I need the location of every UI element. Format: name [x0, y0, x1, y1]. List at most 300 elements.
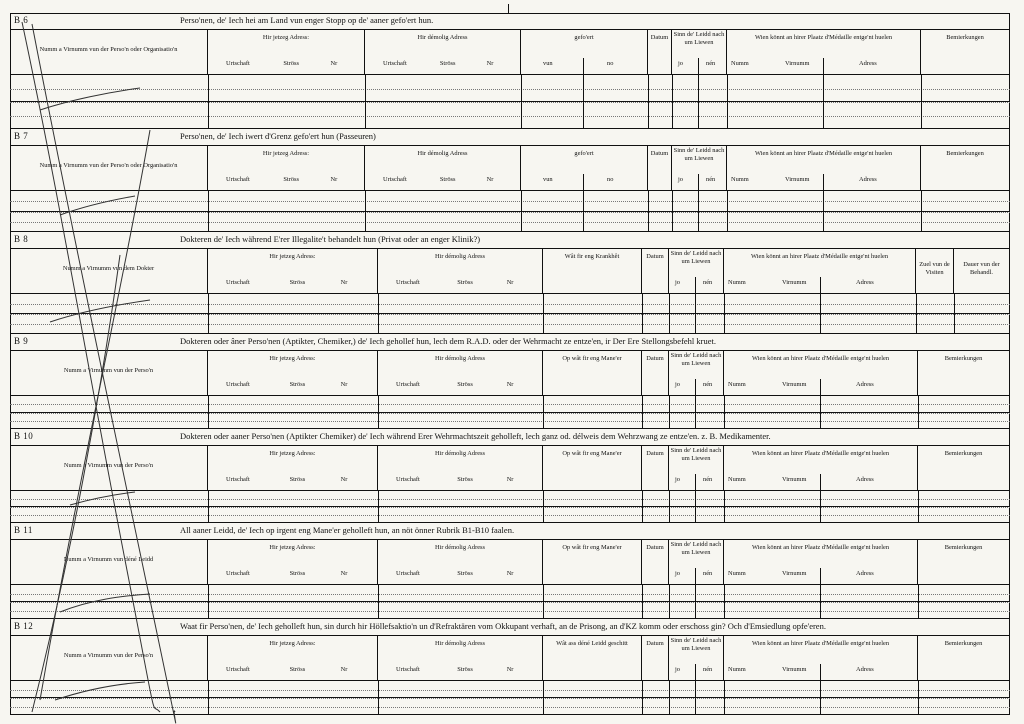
header-locality: Urtschaft	[226, 381, 250, 388]
header-remarks: Bemierkungen	[946, 150, 984, 157]
column-line	[642, 396, 643, 429]
entry-row-line	[10, 690, 1010, 691]
entry-row-line	[10, 324, 1010, 325]
header-number: Nr	[506, 570, 514, 577]
column-line	[918, 491, 919, 523]
column-line	[378, 396, 379, 429]
header-yes: jo	[675, 570, 680, 577]
header-name-label: Numm a Virnumm vun der Perso'n	[63, 652, 154, 659]
column-header-row	[10, 146, 1010, 191]
column-line	[208, 396, 209, 429]
entry-row-line	[10, 602, 1010, 603]
header-street: Ströss	[457, 279, 473, 286]
header-yes: jo	[675, 666, 680, 673]
header-cur	[208, 636, 378, 680]
header-name-label: Numm a Virnumm vun der Perso'n	[63, 367, 154, 374]
entry-row-line	[10, 212, 1010, 213]
column-header-row	[10, 636, 1010, 681]
header-medal-first: Virnumm	[782, 570, 807, 577]
header-medal-address: Adress	[856, 279, 874, 286]
header-to: no	[607, 176, 614, 183]
header-remarks: Bemierkungen	[944, 450, 983, 457]
sub-column-line	[820, 491, 821, 523]
header-yes: jo	[675, 279, 680, 286]
header-help	[543, 446, 642, 490]
header-alive	[669, 351, 724, 395]
column-line	[669, 294, 670, 334]
section-header-bar	[10, 129, 1010, 146]
header-alive: Sinn de' Leidd nach um Liewen	[670, 250, 722, 265]
header-help-kind: Op wât fir eng Mane'er	[562, 355, 622, 362]
header-number: Nr	[340, 666, 348, 673]
entry-row-line	[10, 222, 1010, 223]
header-medal: Wien könnt an hirer Plaatz d'Médaille entge'nt huelen	[754, 34, 893, 41]
column-line	[918, 681, 919, 715]
column-line	[642, 681, 643, 715]
column-line	[378, 681, 379, 715]
header-medal-name: Numm	[728, 279, 746, 286]
header-address-label: Hir démolig Adress	[434, 450, 486, 457]
yes-no-divider	[695, 664, 696, 680]
header-medal	[724, 540, 918, 584]
header-locality: Urtschaft	[396, 666, 420, 673]
header-no: nén	[706, 60, 716, 67]
header-remarks	[918, 540, 1010, 584]
sub-column-line	[698, 75, 699, 129]
header-medal-first: Virnumm	[785, 60, 810, 67]
medal-divider	[820, 379, 821, 395]
header-no: nén	[703, 381, 713, 388]
header-date: Datum	[646, 253, 664, 260]
header-duration: Dauer vun der Behandl.	[963, 261, 1000, 276]
section-code: B 12	[14, 621, 34, 631]
header-date	[642, 249, 669, 293]
header-address-label: Hir démolig Adress	[417, 34, 468, 41]
header-date: Datum	[650, 34, 669, 41]
header-alive	[669, 446, 724, 490]
header-first	[10, 446, 208, 490]
header-street: Ströss	[457, 476, 473, 483]
sub-column-line	[820, 585, 821, 619]
header-former	[365, 146, 521, 190]
header-yes: jo	[678, 60, 683, 67]
header-number: Nr	[340, 381, 348, 388]
header-medal: Wien könnt an hirer Plaatz d'Médaille entge'nt huelen	[751, 544, 890, 551]
medal-divider	[820, 664, 821, 680]
header-locality: Urtschaft	[396, 570, 420, 577]
header-no: nén	[703, 476, 713, 483]
header-address-label: Hir démolig Adress	[434, 640, 486, 647]
header-medal-first: Virnumm	[782, 476, 807, 483]
entry-row-line	[10, 507, 1010, 508]
column-line	[648, 75, 649, 129]
header-name-label: Numm a Virnumm vun déné Leidd	[63, 556, 154, 563]
column-line	[365, 191, 366, 232]
sub-column-line	[820, 681, 821, 715]
header-first	[10, 636, 208, 680]
header-driven	[521, 146, 648, 190]
header-locality: Urtschaft	[226, 666, 250, 673]
entry-row-line	[10, 499, 1010, 500]
header-medal	[724, 636, 918, 680]
column-line	[208, 585, 209, 619]
header-number: Nr	[506, 476, 514, 483]
header-name-label: Numm a Virnumm vun der Perso'n oder Organisatio'n	[39, 46, 178, 53]
header-date	[648, 30, 672, 74]
sub-column-line	[823, 191, 824, 232]
header-street: Ströss	[283, 60, 299, 67]
sub-column-line	[820, 294, 821, 334]
header-medal	[724, 249, 916, 293]
header-medal-first: Virnumm	[782, 279, 807, 286]
header-street: Ströss	[457, 570, 473, 577]
header-help-kind: Wât ass déné Leidd geschitt	[556, 640, 628, 647]
section-b9	[10, 334, 1010, 429]
header-cur	[208, 249, 378, 293]
section-title: Dokteren oder âner Perso'nen (Aptikter, Chemiker,) de' Iech gehollef hun, lech dem R.A.D. oder der Wehrmacht ze entze'en, ir Der Ere Stellongsbefehl kruet.	[180, 336, 717, 346]
entry-separator	[10, 313, 1010, 314]
entry-row-line	[10, 421, 1010, 422]
header-date: Datum	[646, 355, 664, 362]
header-number: Nr	[340, 476, 348, 483]
header-medal: Wien könnt an hirer Plaatz d'Médaille entge'nt huelen	[750, 253, 889, 260]
header-name-label: Numm a Virnumm vun der Perso'n	[63, 462, 154, 469]
column-line	[669, 585, 670, 619]
header-first	[10, 146, 208, 190]
header-help-kind: Op wât fir eng Mane'er	[562, 544, 622, 551]
section-header-bar	[10, 523, 1010, 540]
header-medal-address: Adress	[856, 381, 874, 388]
header-medal	[727, 146, 921, 190]
entry-row-line	[10, 413, 1010, 414]
header-remarks	[921, 30, 1010, 74]
section-header-bar	[10, 232, 1010, 249]
section-b6	[10, 13, 1010, 129]
sub-column-line	[823, 75, 824, 129]
header-date	[642, 636, 669, 680]
column-line	[543, 681, 544, 715]
header-medal	[724, 351, 918, 395]
header-remarks: Bemierkungen	[946, 34, 984, 41]
header-address-label: Hir démolig Adress	[434, 355, 486, 362]
column-line	[669, 491, 670, 523]
section-title: Dokteren oder aaner Perso'nen (Aptikter Chemiker) de' Iech während Erer Wehrmachtszeit geholleft, lech ganz od. délweis dem Wehrzwang ze entze'en. z. B. Medikamenter.	[180, 431, 771, 441]
entry-separator	[10, 601, 1010, 602]
entry-row-line	[10, 707, 1010, 708]
sub-column-line	[695, 491, 696, 523]
header-help	[543, 351, 642, 395]
header-help	[543, 540, 642, 584]
from-to-divider	[583, 174, 584, 190]
column-line	[672, 75, 673, 129]
header-medal: Wien könnt an hirer Plaatz d'Médaille entge'nt huelen	[754, 150, 893, 157]
header-yes: jo	[678, 176, 683, 183]
registration-mark	[508, 4, 509, 13]
header-date: Datum	[646, 640, 664, 647]
header-no: nén	[703, 279, 713, 286]
sub-column-line	[583, 191, 584, 232]
section-header-bar	[10, 334, 1010, 351]
header-yes: jo	[675, 381, 680, 388]
column-header-row	[10, 249, 1010, 294]
header-number: Nr	[486, 176, 494, 183]
header-medal-name: Numm	[728, 381, 746, 388]
section-code: B 7	[14, 131, 29, 141]
column-line	[208, 191, 209, 232]
column-line	[543, 294, 544, 334]
column-line	[543, 491, 544, 523]
header-remarks: Bemierkungen	[944, 544, 983, 551]
header-alive: Sinn de' Leidd nach um Liewen	[670, 541, 722, 556]
header-street: Ströss	[283, 176, 299, 183]
sub-column-line	[695, 681, 696, 715]
entry-row-line	[10, 314, 1010, 315]
entry-separator	[10, 506, 1010, 507]
section-code: B 10	[14, 431, 34, 441]
section-header-bar	[10, 13, 1010, 30]
header-locality: Urtschaft	[383, 176, 407, 183]
column-header-row	[10, 351, 1010, 396]
header-medal-first: Virnumm	[785, 176, 810, 183]
header-cur	[208, 351, 378, 395]
header-number: Nr	[340, 570, 348, 577]
header-visits	[916, 249, 954, 293]
section-title: Perso'nen, de' Iech hei am Land vun enger Stopp op de' aaner gefo'ert hun.	[180, 15, 434, 25]
header-street: Ströss	[439, 60, 456, 67]
section-title: Waat fir Perso'nen, de' Iech geholleft hun, sin durch hir Höllefsaktio'n un d'Refraktären vom Okkupant verhaft, an de Prisong, an d'KZ komm oder erschoss gin? Och d'Emsiedlung opfe'eren.	[180, 621, 826, 631]
column-line	[921, 75, 922, 129]
column-line	[672, 191, 673, 232]
header-alive: Sinn de' Leidd nach um Liewen	[670, 637, 722, 652]
entry-row-line	[10, 89, 1010, 90]
header-date	[642, 446, 669, 490]
entry-row-line	[10, 201, 1010, 202]
entry-separator	[10, 211, 1010, 212]
header-medal-name: Numm	[728, 476, 746, 483]
section-code: B 9	[14, 336, 29, 346]
header-visits: Zuel vun de Visiten	[919, 261, 950, 276]
header-first	[10, 30, 208, 74]
header-help-kind: Op wât fir eng Mane'er	[562, 450, 622, 457]
column-header-row	[10, 446, 1010, 491]
header-remarks	[918, 351, 1010, 395]
medal-divider	[820, 277, 821, 293]
column-line	[543, 396, 544, 429]
header-cur	[208, 540, 378, 584]
entry-separator	[10, 101, 1010, 102]
header-date	[648, 146, 672, 190]
header-name-label: Numm a Virnumm vun der Perso'n oder Organisatio'n	[39, 162, 178, 169]
header-number: Nr	[506, 381, 514, 388]
column-line	[642, 294, 643, 334]
column-header-row	[10, 30, 1010, 75]
header-alive: Sinn de' Leidd nach um Liewen	[673, 147, 725, 162]
header-medal-address: Adress	[856, 476, 874, 483]
sub-column-line	[820, 396, 821, 429]
entry-row-line	[10, 116, 1010, 117]
header-street: Ströss	[289, 666, 306, 673]
header-locality: Urtschaft	[226, 176, 250, 183]
entry-row-line	[10, 698, 1010, 699]
header-locality: Urtschaft	[396, 279, 420, 286]
column-line	[954, 294, 955, 334]
header-number: Nr	[486, 60, 494, 67]
column-line	[669, 396, 670, 429]
header-address-label: Hir jetzeg Adress:	[269, 450, 316, 457]
header-help-kind: Wât fir eng Krankhêt	[564, 253, 620, 260]
section-header-bar	[10, 619, 1010, 636]
header-former	[365, 30, 521, 74]
header-alive	[669, 636, 724, 680]
column-line	[521, 75, 522, 129]
header-address-label: Hir démolig Adress	[417, 150, 468, 157]
column-line	[724, 396, 725, 429]
medal-divider	[823, 174, 824, 190]
header-street: Ströss	[289, 381, 306, 388]
header-alive	[672, 146, 727, 190]
column-line	[208, 681, 209, 715]
header-medal-address: Adress	[856, 666, 874, 673]
header-medal: Wien könnt an hirer Plaatz d'Médaille entge'nt huelen	[751, 355, 890, 362]
header-driven	[521, 30, 648, 74]
header-medal-name: Numm	[731, 176, 749, 183]
header-date	[642, 540, 669, 584]
header-number: Nr	[330, 60, 338, 67]
column-line	[918, 396, 919, 429]
header-help	[543, 636, 642, 680]
header-address-label: Hir jetzeg Adress:	[269, 253, 316, 260]
header-address-label: Hir jetzeg Adress:	[269, 355, 316, 362]
header-driven: gefo'ert	[574, 34, 594, 41]
sub-column-line	[583, 75, 584, 129]
header-locality: Urtschaft	[383, 60, 407, 67]
header-date: Datum	[646, 450, 664, 457]
header-from: vun	[543, 60, 553, 67]
entry-row-line	[10, 102, 1010, 103]
header-first	[10, 540, 208, 584]
column-line	[642, 585, 643, 619]
header-alive: Sinn de' Leidd nach um Liewen	[673, 31, 725, 46]
header-cur	[208, 446, 378, 490]
section-b8	[10, 232, 1010, 334]
header-from: vun	[543, 176, 553, 183]
medal-divider	[820, 568, 821, 584]
column-line	[543, 585, 544, 619]
header-alive: Sinn de' Leidd nach um Liewen	[670, 352, 722, 367]
section-b7	[10, 129, 1010, 232]
header-alive	[672, 30, 727, 74]
section-b11	[10, 523, 1010, 619]
header-number: Nr	[506, 279, 514, 286]
yes-no-divider	[698, 58, 699, 74]
header-yes: jo	[675, 476, 680, 483]
header-former	[378, 540, 543, 584]
column-line	[365, 75, 366, 129]
column-line	[378, 585, 379, 619]
header-street: Ströss	[439, 176, 456, 183]
section-b12	[10, 619, 1010, 715]
header-street: Ströss	[289, 570, 306, 577]
column-line	[724, 681, 725, 715]
section-code: B 8	[14, 234, 29, 244]
header-street: Ströss	[289, 476, 306, 483]
column-line	[648, 191, 649, 232]
header-no: nén	[703, 666, 713, 673]
header-former	[378, 636, 543, 680]
header-remarks: Bemierkungen	[944, 355, 983, 362]
yes-no-divider	[698, 174, 699, 190]
header-duration	[954, 249, 1010, 293]
header-alive	[669, 249, 724, 293]
medal-divider	[820, 474, 821, 490]
header-address-label: Hir démolig Adress	[434, 253, 486, 260]
header-driven: gefo'ert	[574, 150, 594, 157]
yes-no-divider	[695, 379, 696, 395]
section-title: Perso'nen, de' Iech iwert d'Grenz gefo'ert hun (Passeuren)	[180, 131, 376, 141]
entry-row-line	[10, 594, 1010, 595]
section-header-bar	[10, 429, 1010, 446]
header-first	[10, 249, 208, 293]
section-bottom-line	[10, 714, 1010, 715]
header-no: nén	[706, 176, 716, 183]
header-cur	[208, 30, 365, 74]
header-locality: Urtschaft	[396, 381, 420, 388]
header-no: nén	[703, 570, 713, 577]
header-medal-address: Adress	[859, 176, 877, 183]
header-address-label: Hir jetzeg Adress:	[269, 640, 316, 647]
yes-no-divider	[695, 277, 696, 293]
header-medal-first: Virnumm	[782, 666, 807, 673]
sub-column-line	[695, 585, 696, 619]
header-medal: Wien könnt an hirer Plaatz d'Médaille entge'nt huelen	[751, 640, 890, 647]
header-number: Nr	[340, 279, 348, 286]
header-alive: Sinn de' Leidd nach um Liewen	[670, 447, 722, 462]
header-street: Ströss	[457, 666, 473, 673]
column-line	[916, 294, 917, 334]
section-title: Dokteren de' Iech während E'rer Illegalite't behandelt hun (Privat oder an enger Klinik?)	[180, 234, 481, 244]
header-street: Ströss	[457, 381, 473, 388]
header-address-label: Hir jetzeg Adress:	[269, 544, 316, 551]
entry-row-line	[10, 515, 1010, 516]
header-locality: Urtschaft	[226, 476, 250, 483]
entry-row-line	[10, 304, 1010, 305]
column-line	[208, 491, 209, 523]
column-line	[378, 491, 379, 523]
header-remarks	[918, 446, 1010, 490]
header-to: no	[607, 60, 614, 67]
header-medal	[727, 30, 921, 74]
column-line	[727, 75, 728, 129]
sub-column-line	[695, 396, 696, 429]
sub-column-line	[695, 294, 696, 334]
header-remarks	[921, 146, 1010, 190]
header-medal-address: Adress	[859, 60, 877, 67]
sub-column-line	[698, 191, 699, 232]
header-cur	[208, 146, 365, 190]
header-medal	[724, 446, 918, 490]
column-header-row	[10, 540, 1010, 585]
yes-no-divider	[695, 474, 696, 490]
header-date	[642, 351, 669, 395]
header-locality: Urtschaft	[226, 570, 250, 577]
header-date: Datum	[646, 544, 664, 551]
header-street: Ströss	[289, 279, 306, 286]
entry-row-line	[10, 404, 1010, 405]
header-medal-name: Numm	[728, 570, 746, 577]
header-alive	[669, 540, 724, 584]
column-line	[724, 585, 725, 619]
header-locality: Urtschaft	[226, 279, 250, 286]
